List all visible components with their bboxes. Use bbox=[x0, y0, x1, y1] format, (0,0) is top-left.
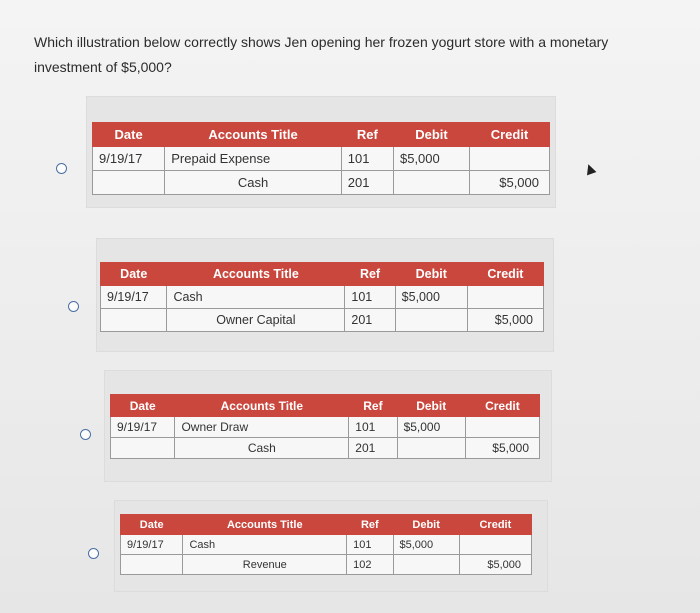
ref-credit: 201 bbox=[341, 171, 393, 195]
option-radio-1[interactable] bbox=[56, 163, 67, 174]
journal-table-1 bbox=[92, 122, 550, 195]
ref-credit: 102 bbox=[347, 555, 393, 575]
header-credit: Credit bbox=[465, 395, 539, 417]
entry-date: 9/19/17 bbox=[101, 286, 167, 309]
date-empty bbox=[121, 555, 183, 575]
credit-empty bbox=[467, 286, 543, 309]
debit-account: Prepaid Expense bbox=[165, 147, 342, 171]
debit-empty bbox=[393, 171, 469, 195]
header-ref: Ref bbox=[347, 515, 393, 535]
credit-account: Cash bbox=[165, 171, 342, 195]
option-radio-2[interactable] bbox=[68, 301, 79, 312]
credit-amount: $5,000 bbox=[469, 171, 549, 195]
header-date: Date bbox=[101, 263, 167, 286]
table-row bbox=[111, 438, 540, 459]
table-row bbox=[93, 147, 550, 171]
table-row bbox=[111, 417, 540, 438]
ref-credit: 201 bbox=[345, 309, 395, 332]
table-row bbox=[121, 535, 532, 555]
debit-account: Cash bbox=[183, 535, 347, 555]
journal-table-4 bbox=[120, 514, 532, 575]
table-row bbox=[93, 171, 550, 195]
date-empty bbox=[111, 438, 175, 459]
header-debit: Debit bbox=[397, 395, 465, 417]
credit-empty bbox=[465, 417, 539, 438]
ref-debit: 101 bbox=[349, 417, 397, 438]
debit-empty bbox=[395, 309, 467, 332]
table-row bbox=[101, 309, 544, 332]
table-row bbox=[101, 286, 544, 309]
option-radio-4[interactable] bbox=[88, 548, 99, 559]
debit-amount: $5,000 bbox=[393, 535, 459, 555]
question-text: Which illustration below correctly shows Jen opening her frozen yogurt store with a monetary investment of $5,000? bbox=[34, 34, 609, 75]
header-date: Date bbox=[121, 515, 183, 535]
debit-amount: $5,000 bbox=[395, 286, 467, 309]
debit-account: Cash bbox=[167, 286, 345, 309]
debit-account: Owner Draw bbox=[175, 417, 349, 438]
entry-date: 9/19/17 bbox=[121, 535, 183, 555]
header-date: Date bbox=[93, 123, 165, 147]
credit-account: Cash bbox=[175, 438, 349, 459]
journal-table-2 bbox=[100, 262, 544, 332]
ref-debit: 101 bbox=[347, 535, 393, 555]
journal-table-3 bbox=[110, 394, 540, 459]
date-empty bbox=[101, 309, 167, 332]
header-ref: Ref bbox=[345, 263, 395, 286]
ref-credit: 201 bbox=[349, 438, 397, 459]
header-title: Accounts Title bbox=[183, 515, 347, 535]
option-radio-3[interactable] bbox=[80, 429, 91, 440]
entry-date: 9/19/17 bbox=[93, 147, 165, 171]
header-date: Date bbox=[111, 395, 175, 417]
ref-debit: 101 bbox=[341, 147, 393, 171]
header-credit: Credit bbox=[469, 123, 549, 147]
credit-amount: $5,000 bbox=[459, 555, 531, 575]
header-title: Accounts Title bbox=[175, 395, 349, 417]
credit-empty bbox=[459, 535, 531, 555]
header-title: Accounts Title bbox=[165, 123, 342, 147]
debit-empty bbox=[397, 438, 465, 459]
header-credit: Credit bbox=[459, 515, 531, 535]
entry-date: 9/19/17 bbox=[111, 417, 175, 438]
header-debit: Debit bbox=[393, 515, 459, 535]
header-ref: Ref bbox=[349, 395, 397, 417]
debit-amount: $5,000 bbox=[397, 417, 465, 438]
header-ref: Ref bbox=[341, 123, 393, 147]
credit-account: Revenue bbox=[183, 555, 347, 575]
credit-amount: $5,000 bbox=[465, 438, 539, 459]
header-debit: Debit bbox=[395, 263, 467, 286]
header-title: Accounts Title bbox=[167, 263, 345, 286]
header-credit: Credit bbox=[467, 263, 543, 286]
credit-amount: $5,000 bbox=[467, 309, 543, 332]
header-debit: Debit bbox=[393, 123, 469, 147]
date-empty bbox=[93, 171, 165, 195]
table-row bbox=[121, 555, 532, 575]
ref-debit: 101 bbox=[345, 286, 395, 309]
credit-account: Owner Capital bbox=[167, 309, 345, 332]
mouse-cursor-icon bbox=[584, 163, 597, 176]
credit-empty bbox=[469, 147, 549, 171]
debit-amount: $5,000 bbox=[393, 147, 469, 171]
debit-empty bbox=[393, 555, 459, 575]
